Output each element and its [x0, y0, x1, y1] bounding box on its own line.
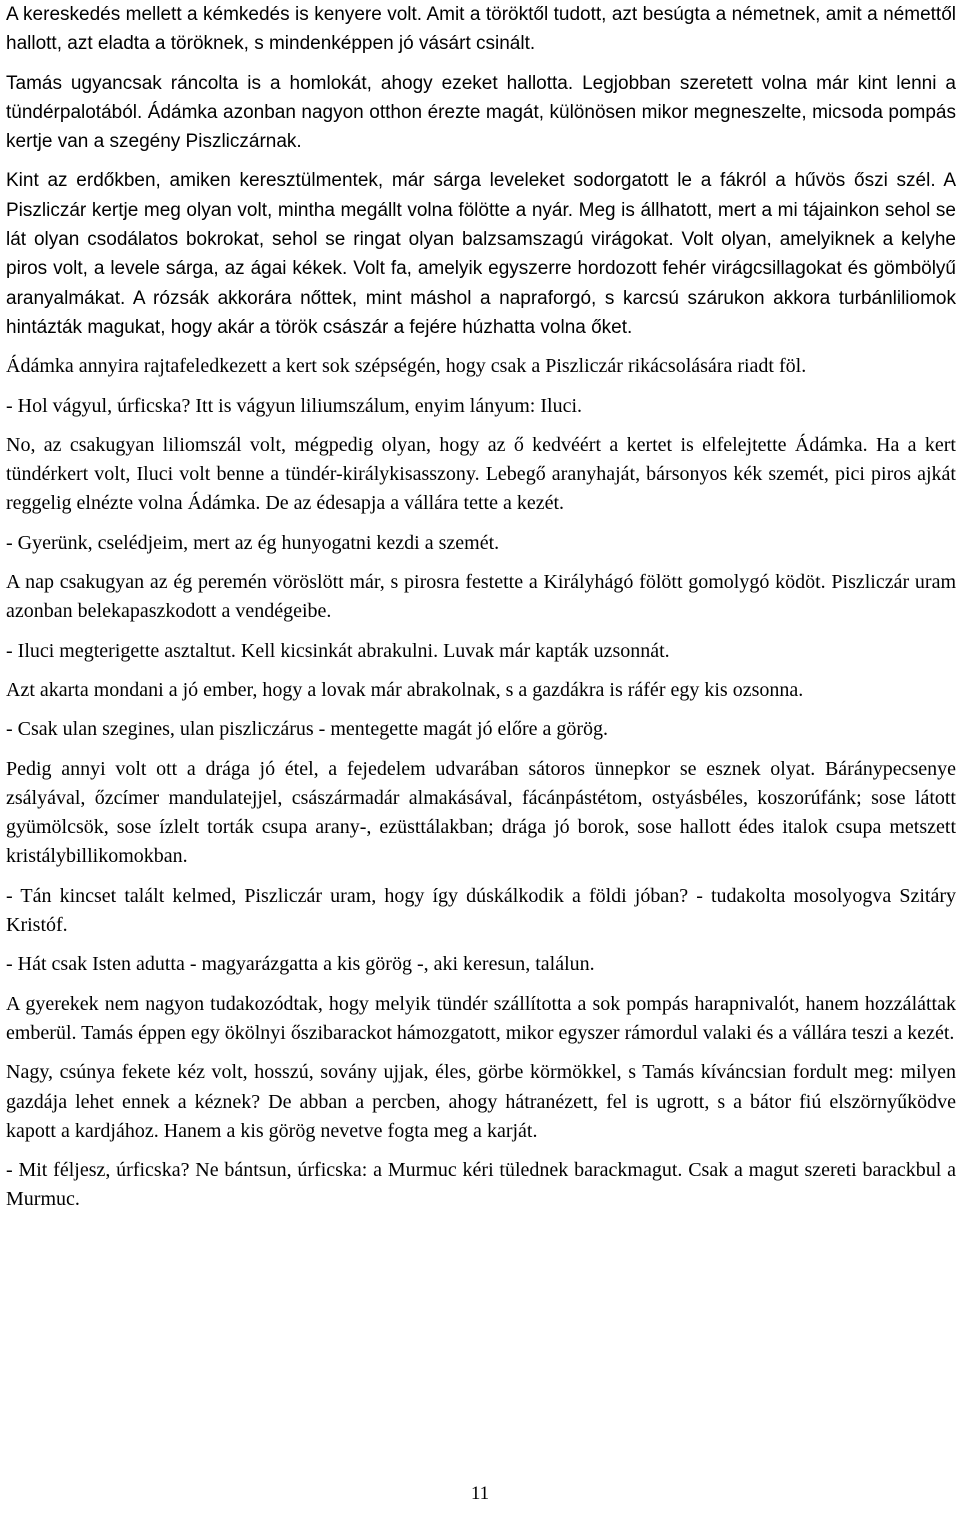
paragraph-1: A kereskedés mellett a kémkedés is kenyere volt. Amit a töröktől tudott, azt besúgta a németnek, amit a némettől hallott, azt eladta a töröknek, s mindenképpen jó vásárt csinált. — [6, 4, 956, 55]
paragraph-2: Tamás ugyancsak ráncolta is a homlokát, ahogy ezeket hallotta. Legjobban szeretett volna már kint lenni a tündérpalotából. Ádámka azonban nagyon otthon érezte magát, különösen mikor megneszelte, micsoda pompás kertje van a szegény Piszliczárnak. — [6, 72, 956, 153]
paragraph-15: A gyerekek nem nagyon tudakozódtak, hogy melyik tündér szállította a sok pompás harapnivalót, hanem hozzáláttak emberül. Tamás éppen egy ökölnyi őszibarackot hámozgatott, mikor egyszer rámordul valaki és a vállára teszi a kezét. — [6, 992, 956, 1044]
paragraph-12: Pedig annyi volt ott a drága jó étel, a fejedelem udvarában sátoros ünnepkor se esznek olyat. Báránypecsenye zsályával, őzcímer mandulatejjel, császármadár almakásával, fácánpástétom, ostyásbéles, koszorúfánk; sose látott gyümölcsök, sose ízlelt torták csupa arany-, ezüsttálakban; drága jó borok, sose hallott édes italok csupa metszett kristálybillikomokban. — [6, 757, 956, 868]
paragraph-9: - Iluci megterigette asztaltut. Kell kicsinkát abrakulni. Luvak már kapták uzsonnát. — [6, 639, 670, 662]
paragraph-16: Nagy, csúnya fekete kéz volt, hosszú, sovány ujjak, éles, görbe körmökkel, s Tamás kíváncsian fordult meg: milyen gazdája lehet ennek a kéznek? De abban a percben, ahogy hátranézett, fel is ugrott, s a bátor fiú elszörnyűködve kapott a kardjához. Hanem a kis görög nevetve fogta meg a karját. — [6, 1061, 956, 1142]
paragraph-11: - Csak ulan szegines, ulan piszliczárus - mentegette magát jó előre a görög. — [6, 718, 609, 741]
page-number: 11 — [470, 1483, 490, 1504]
paragraph-5: - Hol vágyul, úrficska? Itt is vágyun liliumszálum, enyim lányum: Iluci. — [6, 394, 582, 417]
paragraph-4: Ádámka annyira rajtafeledkezett a kert sok szépségén, hogy csak a Piszliczár rikácsolására riadt föl. — [6, 355, 807, 378]
paragraph-13: - Tán kincset talált kelmed, Piszliczár uram, hogy így dúskálkodik a földi jóban? - tudakolta mosolyogva Szitáry Kristóf. — [6, 884, 956, 937]
paragraph-7: - Gyerünk, cselédjeim, mert az ég hunyogatni kezdi a szemét. — [6, 531, 500, 554]
document-page — [6, 0, 956, 1225]
paragraph-8: A nap csakugyan az ég peremén vöröslött már, s pirosra festette a Királyhágó fölött gomolygó ködöt. Piszliczár uram azonban belekapaszkodott a vendégeibe. — [6, 571, 956, 623]
paragraph-3: Kint az erdőkben, amiken keresztülmentek, már sárga leveleket sodorgatott le a fákról a hűvös őszi szél. A Piszliczár kertje meg olyan volt, mintha megállt volna fölötte a nyár. Meg is állhatott, mert a mi tájainkon sehol se lát olyan csodálatos bokrokat, sehol se ringat olyan balzsamszagú virágokat. Volt olyan, amelyiknek a kelyhe piros volt, a levele sárga, az ágai kékek. Volt fa, amelyik egyszerre hordozott fehér virágcsillagokat és gömbölyű aranyalmákat. A rózsák akkorára nőttek, mint máshol a napraforgó, s karcsú szárukon akkora turbánliliomok hintázták magukat, hogy akár a török császár a fejére húzhatta volna őket. — [6, 170, 956, 338]
paragraph-17: - Mit féljesz, úrficska? Ne bántsun, úrficska: a Murmuc kéri tülednek barackmagut. Csak a magut szereti barackbul a Murmuc. — [6, 1159, 956, 1211]
paragraph-6: No, az csakugyan liliomszál volt, mégpedig olyan, hogy az ő kedvéért a kertet is elfelejtette Ádámka. Ha a kert tündérkert volt, Iluci volt benne a tündér-királykisasszony. Lebegő aranyhaját, bársonyos kék szemét, pici piros ajkát reggelig elnézte volna Ádámka. De az édesapja a vállára tette a kezét. — [6, 433, 956, 515]
paragraph-14: - Hát csak Isten adutta - magyarázgatta a kis görög -, aki keresun, találun. — [6, 953, 595, 976]
paragraph-10: Azt akarta mondani a jó ember, hogy a lovak már abrakolnak, s a gazdákra is ráfér egy kis ozsonna. — [6, 678, 804, 701]
